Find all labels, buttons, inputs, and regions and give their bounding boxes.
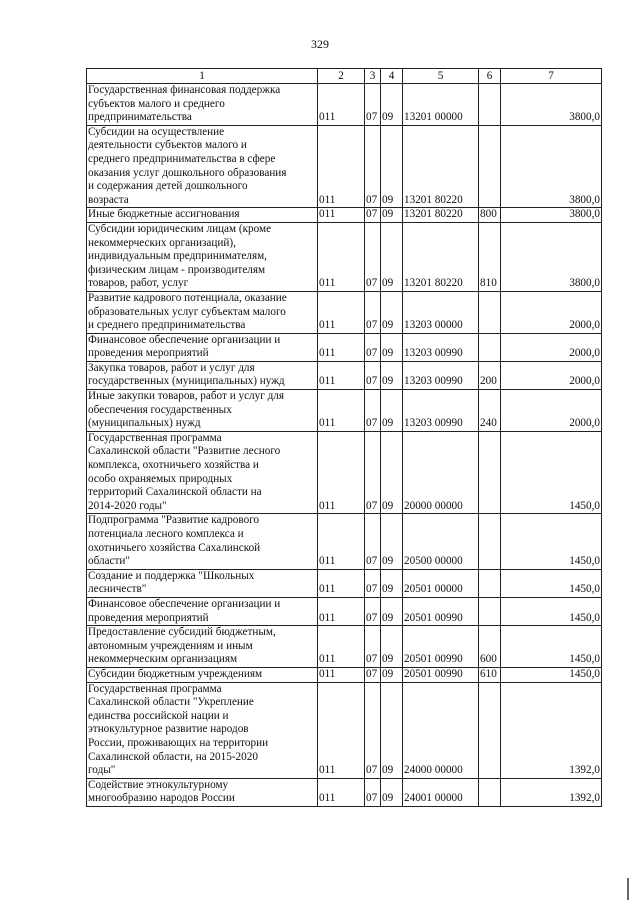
- subsection-cell: 09: [381, 626, 403, 668]
- admin-code-cell: 011: [318, 597, 365, 625]
- column-header: 3: [365, 69, 381, 84]
- row-name-cell: Финансовое обеспечение организации и проведения мероприятий: [87, 333, 318, 361]
- amount-cell: 2000,0: [501, 333, 602, 361]
- target-article-cell: 13201 80220: [403, 222, 479, 291]
- subsection-cell: 09: [381, 333, 403, 361]
- admin-code-cell: 011: [318, 84, 365, 126]
- subsection-cell: 09: [381, 682, 403, 778]
- table-row: [87, 222, 602, 291]
- section-cell: 07: [365, 361, 381, 389]
- table-row: [87, 667, 602, 682]
- page-number: 329: [311, 37, 329, 51]
- target-article-cell: 13203 00990: [403, 361, 479, 389]
- target-article-cell: 24000 00000: [403, 682, 479, 778]
- target-article-cell: 13203 00000: [403, 291, 479, 333]
- expense-type-cell: [479, 597, 501, 625]
- subsection-cell: 09: [381, 361, 403, 389]
- table-row: [87, 682, 602, 778]
- section-cell: 07: [365, 84, 381, 126]
- admin-code-cell: 011: [318, 682, 365, 778]
- row-name-cell: Предоставление субсидий бюджетным, автономным учреждениям и иным некоммерческим организациям: [87, 626, 318, 668]
- amount-cell: 1450,0: [501, 514, 602, 569]
- amount-cell: 2000,0: [501, 291, 602, 333]
- subsection-cell: 09: [381, 208, 403, 223]
- subsection-cell: 09: [381, 514, 403, 569]
- section-cell: 07: [365, 626, 381, 668]
- row-name-cell: Субсидии на осуществление деятельности субъектов малого и среднего предпринимательства в сфере оказания услуг дошкольного образования и содержания детей дошкольного возраста: [87, 125, 318, 208]
- target-article-cell: 20500 00000: [403, 514, 479, 569]
- expense-type-cell: 600: [479, 626, 501, 668]
- amount-cell: 3800,0: [501, 84, 602, 126]
- row-name-cell: Финансовое обеспечение организации и проведения мероприятий: [87, 597, 318, 625]
- table-header-row: [87, 69, 602, 84]
- budget-table: [86, 68, 602, 807]
- section-cell: 07: [365, 291, 381, 333]
- admin-code-cell: 011: [318, 361, 365, 389]
- subsection-cell: 09: [381, 778, 403, 806]
- expense-type-cell: [479, 84, 501, 126]
- table-row: [87, 626, 602, 668]
- table-row: [87, 778, 602, 806]
- admin-code-cell: 011: [318, 514, 365, 569]
- section-cell: 07: [365, 778, 381, 806]
- subsection-cell: 09: [381, 597, 403, 625]
- table-row: [87, 333, 602, 361]
- admin-code-cell: 011: [318, 626, 365, 668]
- table-row: [87, 569, 602, 597]
- admin-code-cell: 011: [318, 208, 365, 223]
- table-row: [87, 514, 602, 569]
- column-header: 7: [501, 69, 602, 84]
- row-name-cell: Субсидии бюджетным учреждениям: [87, 667, 318, 682]
- target-article-cell: 24001 00000: [403, 778, 479, 806]
- subsection-cell: 09: [381, 667, 403, 682]
- target-article-cell: 20501 00990: [403, 626, 479, 668]
- expense-type-cell: [479, 125, 501, 208]
- expense-type-cell: [479, 291, 501, 333]
- table-row: [87, 125, 602, 208]
- expense-type-cell: [479, 682, 501, 778]
- expense-type-cell: 800: [479, 208, 501, 223]
- expense-type-cell: 200: [479, 361, 501, 389]
- target-article-cell: 20501 00000: [403, 569, 479, 597]
- column-header: 1: [87, 69, 318, 84]
- row-name-cell: Государственная программа Сахалинской области "Укрепление единства российской нации и этнокультурное развитие народов России, проживающих на территории Сахалинской области, на 2015-2020 годы": [87, 682, 318, 778]
- admin-code-cell: 011: [318, 291, 365, 333]
- subsection-cell: 09: [381, 431, 403, 514]
- target-article-cell: 13203 00990: [403, 333, 479, 361]
- table-row: [87, 291, 602, 333]
- subsection-cell: 09: [381, 390, 403, 432]
- section-cell: 07: [365, 333, 381, 361]
- target-article-cell: 20000 00000: [403, 431, 479, 514]
- subsection-cell: 09: [381, 291, 403, 333]
- row-name-cell: Иные закупки товаров, работ и услуг для обеспечения государственных (муниципальных) нужд: [87, 390, 318, 432]
- target-article-cell: 13201 80220: [403, 208, 479, 223]
- section-cell: 07: [365, 514, 381, 569]
- row-name-cell: Субсидии юридическим лицам (кроме некоммерческих организаций), индивидуальным предпринимателям, физическим лицам - производителям товаров, работ, услуг: [87, 222, 318, 291]
- section-cell: 07: [365, 390, 381, 432]
- section-cell: 07: [365, 569, 381, 597]
- subsection-cell: 09: [381, 125, 403, 208]
- row-name-cell: Создание и поддержка "Школьных лесничеств": [87, 569, 318, 597]
- target-article-cell: 20501 00990: [403, 597, 479, 625]
- amount-cell: 1450,0: [501, 431, 602, 514]
- amount-cell: 1392,0: [501, 778, 602, 806]
- amount-cell: 1450,0: [501, 626, 602, 668]
- amount-cell: 1450,0: [501, 597, 602, 625]
- expense-type-cell: [479, 333, 501, 361]
- section-cell: 07: [365, 125, 381, 208]
- expense-type-cell: 610: [479, 667, 501, 682]
- target-article-cell: 13201 80220: [403, 125, 479, 208]
- amount-cell: 2000,0: [501, 390, 602, 432]
- admin-code-cell: 011: [318, 390, 365, 432]
- expense-type-cell: [479, 569, 501, 597]
- expense-type-cell: 810: [479, 222, 501, 291]
- column-header: 4: [381, 69, 403, 84]
- subsection-cell: 09: [381, 222, 403, 291]
- section-cell: 07: [365, 431, 381, 514]
- expense-type-cell: [479, 514, 501, 569]
- admin-code-cell: 011: [318, 667, 365, 682]
- row-name-cell: Подпрограмма "Развитие кадрового потенциала лесного комплекса и охотничьего хозяйства Сахалинской области": [87, 514, 318, 569]
- target-article-cell: 13203 00990: [403, 390, 479, 432]
- amount-cell: 3800,0: [501, 125, 602, 208]
- section-cell: 07: [365, 682, 381, 778]
- expense-type-cell: [479, 431, 501, 514]
- row-name-cell: Закупка товаров, работ и услуг для государственных (муниципальных) нужд: [87, 361, 318, 389]
- table-row: [87, 431, 602, 514]
- table-row: [87, 361, 602, 389]
- admin-code-cell: 011: [318, 125, 365, 208]
- column-header: 6: [479, 69, 501, 84]
- amount-cell: 2000,0: [501, 361, 602, 389]
- admin-code-cell: 011: [318, 569, 365, 597]
- subsection-cell: 09: [381, 84, 403, 126]
- expense-type-cell: [479, 778, 501, 806]
- table-row: [87, 597, 602, 625]
- amount-cell: 1450,0: [501, 569, 602, 597]
- row-name-cell: Развитие кадрового потенциала, оказание образовательных услуг субъектам малого и среднего предпринимательства: [87, 291, 318, 333]
- table-row: [87, 390, 602, 432]
- table-row: [87, 208, 602, 223]
- row-name-cell: Содействие этнокультурному многообразию народов России: [87, 778, 318, 806]
- row-name-cell: Государственная программа Сахалинской области "Развитие лесного комплекса, охотничьего хозяйства и особо охраняемых природных территорий Сахалинской области на 2014-2020 годы": [87, 431, 318, 514]
- expense-type-cell: 240: [479, 390, 501, 432]
- target-article-cell: 20501 00990: [403, 667, 479, 682]
- section-cell: 07: [365, 667, 381, 682]
- subsection-cell: 09: [381, 569, 403, 597]
- amount-cell: 3800,0: [501, 222, 602, 291]
- admin-code-cell: 011: [318, 222, 365, 291]
- admin-code-cell: 011: [318, 778, 365, 806]
- row-name-cell: Государственная финансовая поддержка субъектов малого и среднего предпринимательства: [87, 84, 318, 126]
- table-row: [87, 84, 602, 126]
- admin-code-cell: 011: [318, 431, 365, 514]
- column-header: 5: [403, 69, 479, 84]
- amount-cell: 3800,0: [501, 208, 602, 223]
- scan-margin-mark: [627, 878, 629, 900]
- amount-cell: 1450,0: [501, 667, 602, 682]
- amount-cell: 1392,0: [501, 682, 602, 778]
- admin-code-cell: 011: [318, 333, 365, 361]
- section-cell: 07: [365, 208, 381, 223]
- target-article-cell: 13201 00000: [403, 84, 479, 126]
- column-header: 2: [318, 69, 365, 84]
- section-cell: 07: [365, 597, 381, 625]
- section-cell: 07: [365, 222, 381, 291]
- row-name-cell: Иные бюджетные ассигнования: [87, 208, 318, 223]
